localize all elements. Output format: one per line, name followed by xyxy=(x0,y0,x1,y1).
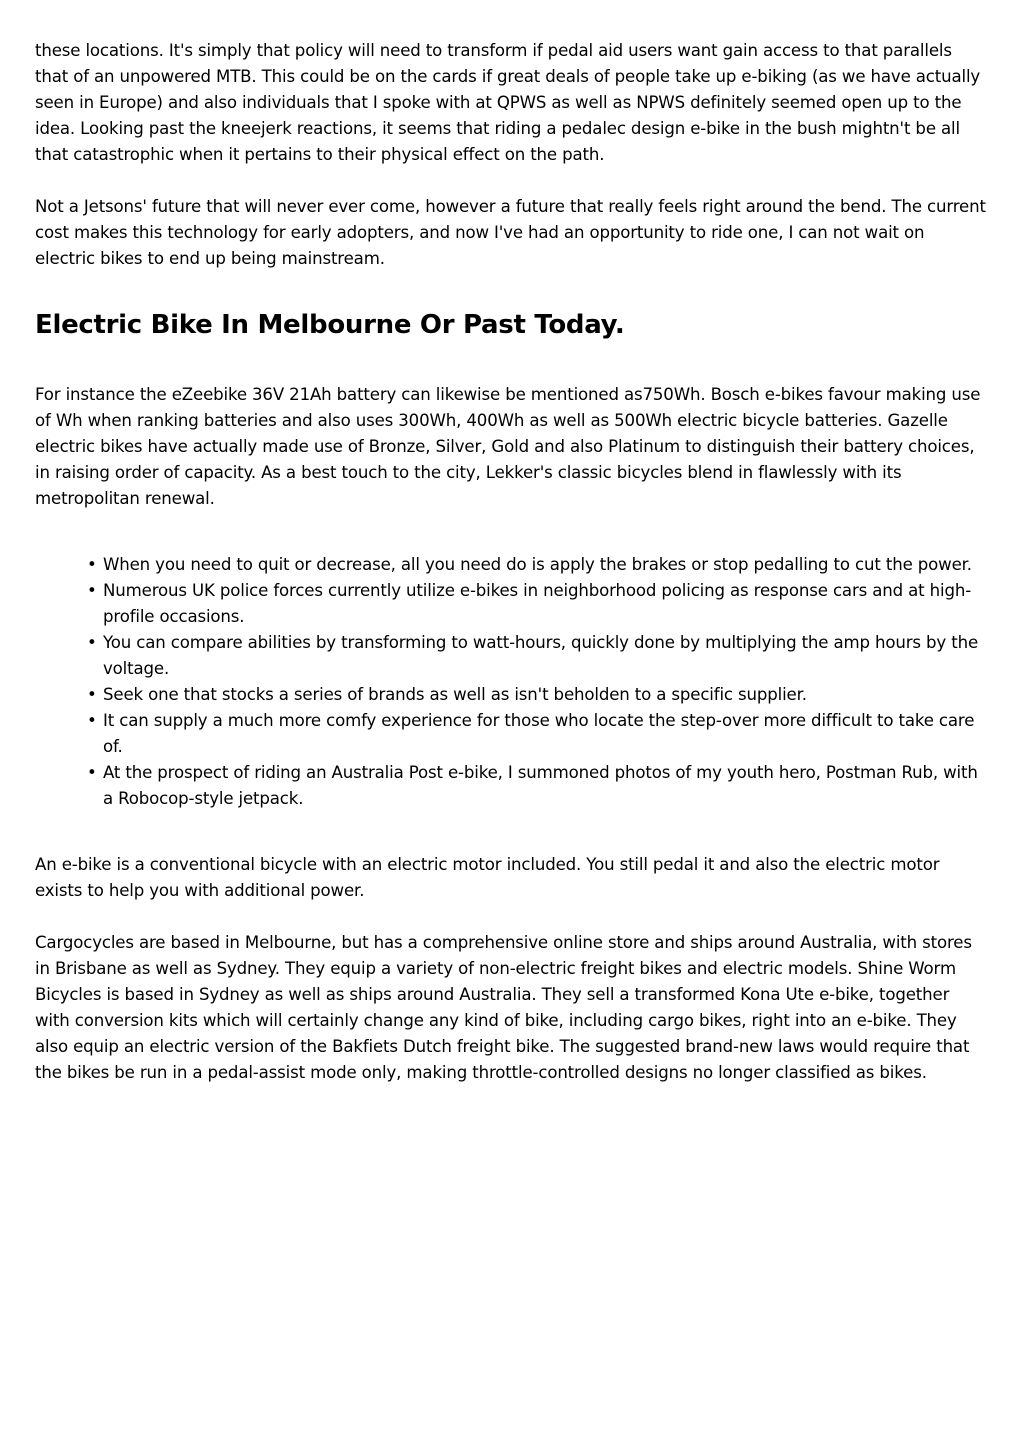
paragraph-ebike-definition: An e-bike is a conventional bicycle with an electric motor included. You still pedal it and also the electric motor exists to help you with additional power. xyxy=(35,855,940,900)
list-item: • You can compare abilities by transforming to watt-hours, quickly done by multiplying the amp hours by the voltage. xyxy=(103,630,988,682)
section-heading: Electric Bike In Melbourne Or Past Today. xyxy=(35,310,625,340)
paragraph-jetsons-future: Not a Jetsons' future that will never ever come, however a future that really feels right around the bend. The current cost makes this technology for early adopters, and now I've had an opportunity to ride one, I can not wait on electric bikes to end up being mainstream. xyxy=(35,197,986,268)
paragraph-cargocycles: Cargocycles are based in Melbourne, but has a comprehensive online store and ships around Australia, with stores in Brisbane as well as Sydney. They equip a variety of non-electric freight bikes and electric models. Shine Worm Bicycles is based in Sydney as well as ships around Australia. They sell a transformed Kona Ute e-bike, together with conversion kits which will certainly change any kind of bike, including cargo bikes, right into an e-bike. They also equip an electric version of the Bakfiets Dutch freight bike. The suggested brand-new laws would require that the bikes be run in a pedal-assist mode only, making throttle-controlled designs no longer classified as bikes. xyxy=(35,933,972,1082)
bullet-list xyxy=(35,552,988,812)
paragraph-trail-policy: these locations. It's simply that policy will need to transform if pedal aid users want gain access to that parallels that of an unpowered MTB. This could be on the cards if great deals of people take up e-biking (as we have actually seen in Europe) and also individuals that I spoke with at QPWS as well as NPWS definitely seemed open up to the idea. Looking past the kneejerk reactions, it seems that riding a pedalec design e-bike in the bush mightn't be all that catastrophic when it pertains to their physical effect on the path. xyxy=(35,41,981,164)
list-item: • When you need to quit or decrease, all you need do is apply the brakes or stop pedalling to cut the power. xyxy=(103,552,988,578)
list-item: • At the prospect of riding an Australia Post e-bike, I summoned photos of my youth hero, Postman Rub, with a Robocop-style jetpack. xyxy=(103,760,988,812)
list-item: • It can supply a much more comfy experience for those who locate the step-over more difficult to take care of. xyxy=(103,708,988,760)
paragraph-battery-ratings: For instance the eZeebike 36V 21Ah battery can likewise be mentioned as750Wh. Bosch e-bikes favour making use of Wh when ranking batteries and also uses 300Wh, 400Wh as well as 500Wh electric bicycle batteries. Gazelle electric bikes have actually made use of Bronze, Silver, Gold and also Platinum to distinguish their battery choices, in raising order of capacity. As a best touch to the city, Lekker's classic bicycles blend in flawlessly with its metropolitan renewal. xyxy=(35,385,981,508)
list-item: • Numerous UK police forces currently utilize e-bikes in neighborhood policing as response cars and at high-profile occasions. xyxy=(103,578,988,630)
bullet-list-wrapper xyxy=(35,538,988,812)
list-item: • Seek one that stocks a series of brands as well as isn't beholden to a specific supplier. xyxy=(103,682,988,708)
